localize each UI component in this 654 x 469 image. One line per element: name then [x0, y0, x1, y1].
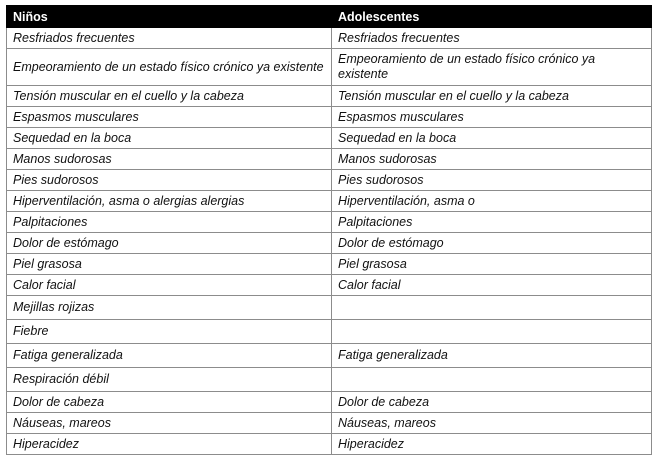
cell-children: Hiperventilación, asma o alergias alergias	[7, 191, 332, 212]
cell-children: Calor facial	[7, 275, 332, 296]
table-row	[7, 107, 652, 128]
table-row	[7, 28, 652, 49]
cell-children: Náuseas, mareos	[7, 413, 332, 434]
table-row	[7, 128, 652, 149]
cell-children: Manos sudorosas	[7, 149, 332, 170]
cell-children: Pies sudorosos	[7, 170, 332, 191]
table-row	[7, 275, 652, 296]
cell-teens: Empeoramiento de un estado físico crónico ya existente	[332, 49, 652, 86]
table-row	[7, 368, 652, 392]
symptoms-table	[6, 5, 652, 455]
cell-teens: Tensión muscular en el cuello y la cabeza	[332, 86, 652, 107]
cell-teens	[332, 368, 652, 392]
cell-teens: Manos sudorosas	[332, 149, 652, 170]
table-row	[7, 434, 652, 455]
table-header-row	[7, 6, 652, 28]
cell-teens: Espasmos musculares	[332, 107, 652, 128]
cell-teens: Palpitaciones	[332, 212, 652, 233]
cell-children: Espasmos musculares	[7, 107, 332, 128]
cell-teens: Hiperventilación, asma o	[332, 191, 652, 212]
cell-children: Empeoramiento de un estado físico crónico ya existente	[7, 49, 332, 86]
table-row	[7, 392, 652, 413]
cell-children: Fiebre	[7, 320, 332, 344]
cell-teens	[332, 296, 652, 320]
cell-teens: Pies sudorosos	[332, 170, 652, 191]
cell-teens: Fatiga generalizada	[332, 344, 652, 368]
header-children: Niños	[7, 6, 332, 28]
cell-children: Respiración débil	[7, 368, 332, 392]
cell-teens: Resfriados frecuentes	[332, 28, 652, 49]
cell-children: Dolor de estómago	[7, 233, 332, 254]
cell-children: Fatiga generalizada	[7, 344, 332, 368]
cell-children: Piel grasosa	[7, 254, 332, 275]
table-row	[7, 149, 652, 170]
cell-children: Palpitaciones	[7, 212, 332, 233]
table-row	[7, 233, 652, 254]
header-teens: Adolescentes	[332, 6, 652, 28]
table-row	[7, 191, 652, 212]
table-row	[7, 413, 652, 434]
table-row	[7, 86, 652, 107]
table-row	[7, 254, 652, 275]
cell-teens	[332, 320, 652, 344]
cell-children: Mejillas rojizas	[7, 296, 332, 320]
cell-teens: Dolor de estómago	[332, 233, 652, 254]
cell-children: Sequedad en la boca	[7, 128, 332, 149]
table-row	[7, 320, 652, 344]
cell-teens: Dolor de cabeza	[332, 392, 652, 413]
cell-teens: Piel grasosa	[332, 254, 652, 275]
cell-teens: Calor facial	[332, 275, 652, 296]
symptoms-table-container	[6, 5, 651, 455]
table-row	[7, 49, 652, 86]
cell-teens: Hiperacidez	[332, 434, 652, 455]
table-row	[7, 344, 652, 368]
cell-children: Hiperacidez	[7, 434, 332, 455]
table-row	[7, 170, 652, 191]
table-row	[7, 296, 652, 320]
cell-teens: Sequedad en la boca	[332, 128, 652, 149]
cell-children: Dolor de cabeza	[7, 392, 332, 413]
cell-children: Tensión muscular en el cuello y la cabeza	[7, 86, 332, 107]
table-row	[7, 212, 652, 233]
cell-teens: Náuseas, mareos	[332, 413, 652, 434]
cell-children: Resfriados frecuentes	[7, 28, 332, 49]
